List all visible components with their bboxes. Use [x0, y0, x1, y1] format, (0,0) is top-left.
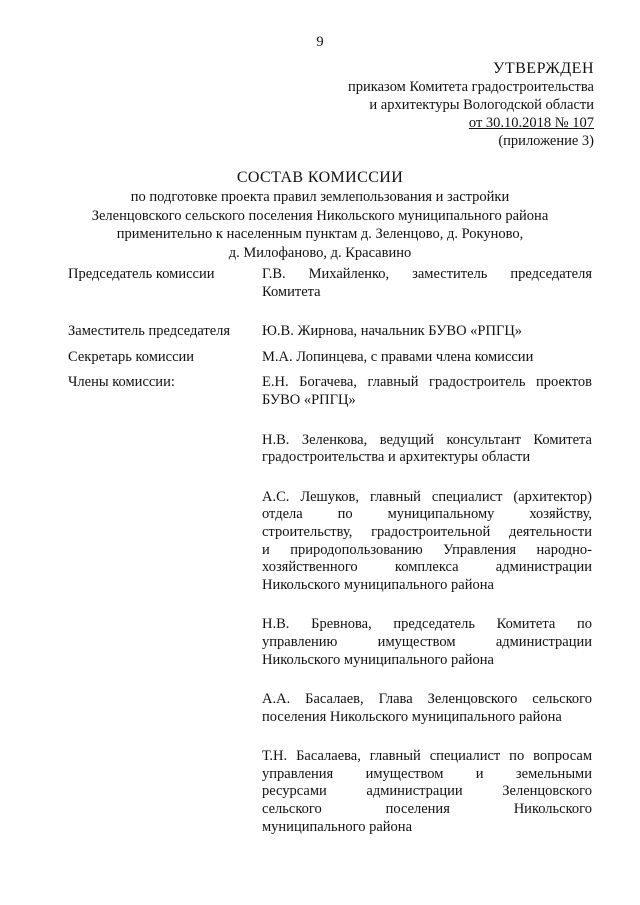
approval-title: УТВЕРЖДЕН — [493, 60, 594, 77]
member-text-line: Никольского муниципального района — [262, 651, 494, 668]
member-role — [68, 691, 262, 726]
member-text-line: Ю.В. Жирнова, начальник БУВО «РПГЦ» — [262, 323, 523, 340]
member-description — [262, 748, 592, 836]
member-row — [68, 349, 592, 367]
member-text-line: управлению имуществом администрации — [262, 633, 592, 650]
page-number: 9 — [316, 34, 324, 50]
member-text-line: БУВО «РПГЦ» — [262, 391, 356, 408]
commission-members — [68, 266, 592, 836]
member-text-line: хозяйственного комплекса администрации — [262, 559, 592, 576]
heading-line: по подготовке проекта правил землепользования и застройки — [130, 189, 510, 205]
member-text-line: градостроительства и архитектуры области — [262, 449, 531, 466]
member-row — [68, 323, 592, 341]
member-role: Секретарь комиссии — [68, 348, 195, 365]
heading-line: применительно к населенным пунктам д. Зеленцово, д. Рокуново, — [116, 226, 524, 242]
member-text-line: М.А. Лопинцева, с правами члена комиссии — [262, 348, 534, 365]
member-description — [262, 489, 592, 595]
member-description — [262, 691, 592, 726]
member-row — [68, 616, 592, 669]
member-description — [262, 266, 592, 301]
member-text-line: управления имуществом и земельными — [262, 765, 592, 782]
member-text-line: А.С. Лешуков, главный специалист (архитектор) — [262, 488, 592, 505]
member-text-line: муниципального района — [262, 818, 412, 835]
member-text-line: отдела по муниципальному хозяйству, — [262, 506, 592, 523]
heading-line: д. Милофаново, д. Красавино — [228, 244, 412, 261]
member-role: Заместитель председателя — [68, 323, 231, 340]
member-text-line: поселения Никольского муниципального района — [262, 708, 562, 725]
approval-line-1: приказом Комитета градостроительства — [348, 79, 594, 95]
member-role — [68, 432, 262, 467]
member-row — [68, 489, 592, 595]
heading-line: Зеленцовского сельского поселения Никольского муниципального района — [91, 207, 549, 224]
member-description — [262, 349, 592, 367]
member-text-line: Г.В. Михайленко, заместитель председателя — [262, 266, 592, 282]
member-text-line: А.А. Басалаев, Глава Зеленцовского сельского — [262, 691, 592, 708]
member-text-line: сельского поселения Никольского — [262, 801, 592, 818]
member-text-line: Е.Н. Богачева, главный градостроитель проектов — [262, 374, 592, 391]
member-row — [68, 432, 592, 467]
member-description — [262, 616, 592, 669]
member-text-line: Комитета — [262, 283, 321, 300]
member-description — [262, 432, 592, 467]
member-role: Председатель комиссии — [68, 266, 215, 282]
approval-appendix: (приложение 3) — [498, 133, 594, 149]
approval-line-2: и архитектуры Вологодской области — [369, 97, 594, 113]
member-text-line: Никольского муниципального района — [262, 576, 494, 593]
document-heading — [0, 168, 640, 262]
member-text-line: ресурсами администрации Зеленцовского — [262, 783, 592, 800]
member-role — [68, 489, 262, 595]
heading-title: СОСТАВ КОМИССИИ — [236, 169, 404, 186]
member-text-line: Н.В. Зеленкова, ведущий консультант Комитета — [262, 431, 592, 448]
member-row — [68, 748, 592, 836]
approval-date: от 30.10.2018 № 107 — [468, 115, 594, 131]
approval-block — [348, 60, 594, 150]
member-description — [262, 323, 592, 341]
member-role — [68, 748, 262, 836]
member-role — [68, 616, 262, 669]
member-text-line: и природопользованию Управления народно- — [262, 541, 592, 558]
member-row — [68, 691, 592, 726]
member-row — [68, 374, 592, 409]
member-text-line: Т.Н. Басалаева, главный специалист по вопросам — [262, 748, 592, 765]
member-row — [68, 266, 592, 301]
member-description — [262, 374, 592, 409]
member-text-line: Н.В. Бревнова, председатель Комитета по — [262, 616, 592, 633]
member-text-line: строительству, градостроительной деятельности — [262, 523, 592, 540]
member-role: Члены комиссии: — [68, 374, 175, 391]
